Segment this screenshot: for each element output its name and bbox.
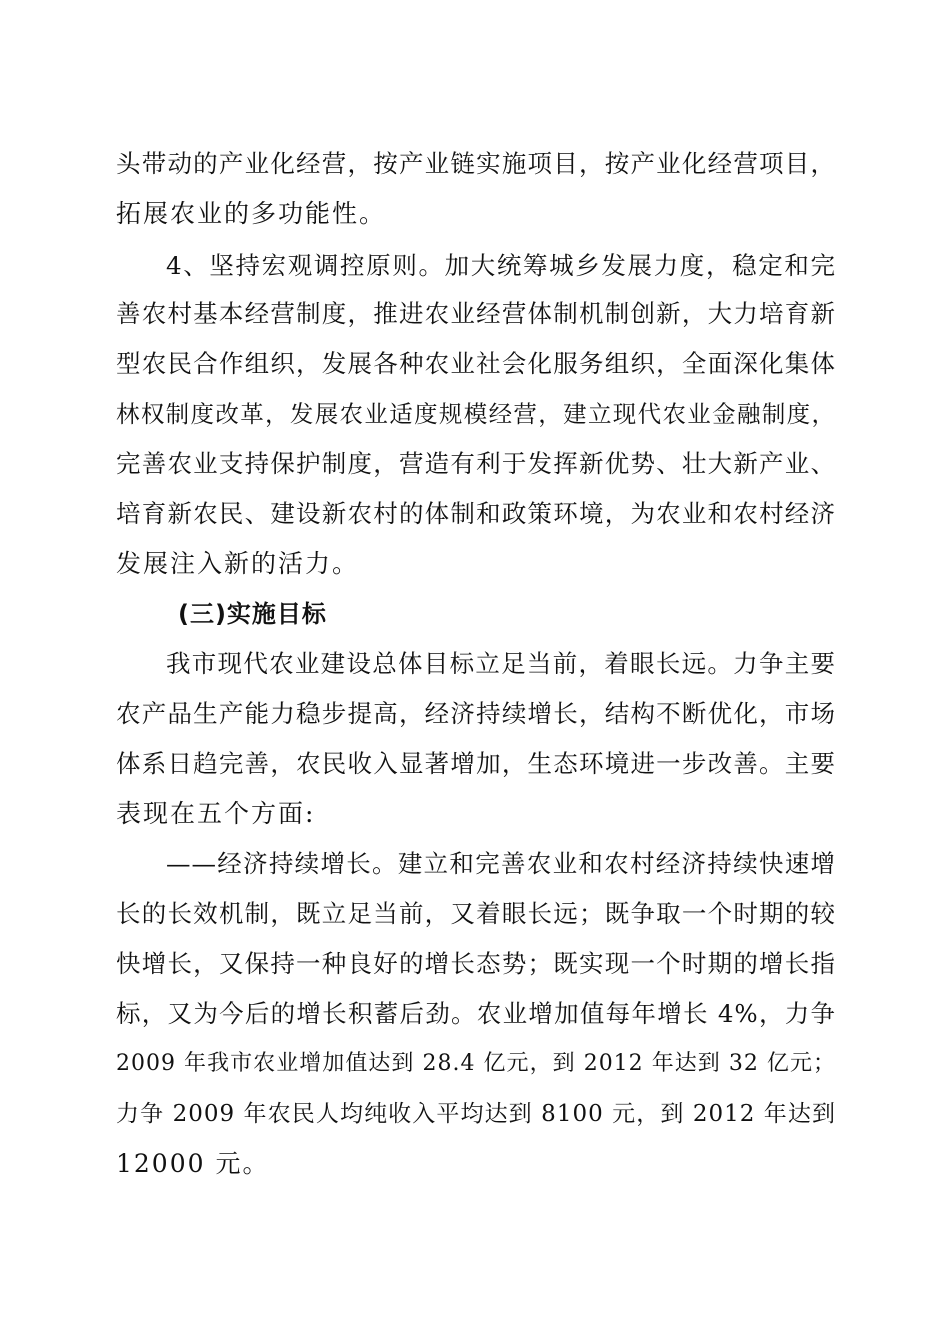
text-line: 拓展农业的多功能性。 (116, 199, 387, 228)
text-line: 头带动的产业化经营，按产业链实施项目，按产业化经营项目， (116, 149, 836, 178)
text-line: 长的长效机制，既立足当前，又着眼长远；既争取一个时期的较 (116, 899, 836, 928)
text-line: 培育新农民、建设新农村的体制和政策环境，为农业和农村经济 (116, 499, 836, 528)
text-line: 完善农业支持保护制度，营造有利于发挥新优势、壮大新产业、 (116, 449, 836, 478)
text-line: 2009 年我市农业增加值达到 28.4 亿元，到 2012 年达到 32 亿元； (116, 1051, 836, 1076)
text-line: 表现在五个方面: (116, 799, 316, 828)
text-line: 体系日趋完善，农民收入显著增加，生态环境进一步改善。主要 (116, 749, 836, 778)
text-line: 4、坚持宏观调控原则。加大统筹城乡发展力度，稳定和完 (166, 251, 836, 280)
text-line: ——经济持续增长。建立和完善农业和农村经济持续快速增 (166, 849, 836, 878)
section-heading: (三)实施目标 (178, 600, 327, 628)
text-line: 我市现代农业建设总体目标立足当前，着眼长远。力争主要 (166, 649, 836, 678)
text-line: 快增长，又保持一种良好的增长态势；既实现一个时期的增长指 (116, 949, 836, 978)
text-line: 型农民合作组织，发展各种农业社会化服务组织，全面深化集体 (116, 349, 836, 378)
text-line: 力争 2009 年农民人均纯收入平均达到 8100 元，到 2012 年达到 (116, 1101, 836, 1127)
text-line: 农产品生产能力稳步提高，经济持续增长，结构不断优化，市场 (116, 699, 836, 728)
text-line: 发展注入新的活力。 (116, 549, 360, 578)
text-line: 善农村基本经营制度，推进农业经营体制机制创新，大力培育新 (116, 299, 836, 328)
text-line: 林权制度改革，发展农业适度规模经营，建立现代农业金融制度， (116, 400, 836, 428)
text-line: 标，又为今后的增长积蓄后劲。农业增加值每年增长 4%，力争 (116, 999, 836, 1028)
text-line: 12000 元。 (116, 1149, 270, 1178)
